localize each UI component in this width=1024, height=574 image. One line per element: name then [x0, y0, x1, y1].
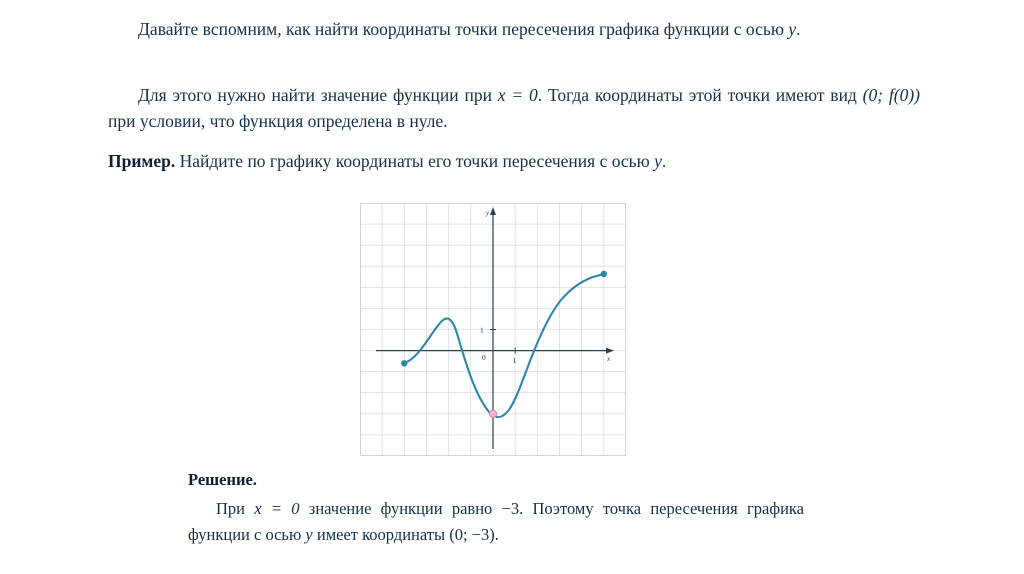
solution-part-5: . — [494, 524, 499, 544]
y-axis-name: y — [486, 209, 490, 217]
example-tail: . — [661, 151, 667, 171]
solution-part-4: имеет координаты — [312, 524, 450, 544]
y-tick-label-one: 1 — [480, 325, 484, 335]
paragraph-intro: Давайте вспомним, как найти координаты точки пересечения графика функции с осью y. — [138, 19, 801, 39]
math-point-coordinates: (0; f(0)) — [862, 85, 920, 105]
function-graph-figure — [360, 203, 626, 456]
example-label: Пример. — [108, 151, 176, 171]
y-intersection-point — [489, 410, 496, 417]
math-y-axis-example: y — [654, 151, 662, 171]
curve-left-endpoint — [401, 360, 407, 366]
solution-part-1: При — [216, 499, 255, 518]
math-coordinates-result: (0; −3) — [449, 524, 495, 544]
paragraph-example — [108, 148, 920, 174]
text-part-2: . Тогда координаты этой точки имеют вид — [537, 85, 863, 105]
solution-heading: Решение. — [188, 470, 257, 489]
paragraph-method — [108, 82, 920, 135]
graph-svg — [360, 203, 626, 456]
math-x-equals-zero-solution: x = 0 — [254, 499, 300, 518]
text-part-3: при условии, что функция определена в нуле. — [108, 111, 448, 132]
math-y-axis: y — [788, 19, 797, 39]
origin-label: 0 — [482, 353, 486, 362]
solution-part-3: . Поэтому точка пересечения графика функции с осью — [188, 499, 804, 544]
math-x-equals-zero: x = 0 — [497, 85, 538, 105]
math-y-axis-solution: y — [305, 524, 313, 544]
x-axis-name: x — [607, 355, 611, 363]
example-text: Найдите по графику координаты его точки пересечения с осью — [175, 151, 655, 171]
text-part-1: Для этого нужно найти значение функции при — [138, 85, 498, 105]
solution-part-2: значение функции равно — [299, 499, 502, 518]
curve-right-endpoint — [601, 271, 607, 277]
x-tick-label-one: 1 — [512, 356, 517, 365]
solution-paragraph — [188, 496, 804, 547]
math-value-minus-three: −3 — [501, 499, 520, 518]
